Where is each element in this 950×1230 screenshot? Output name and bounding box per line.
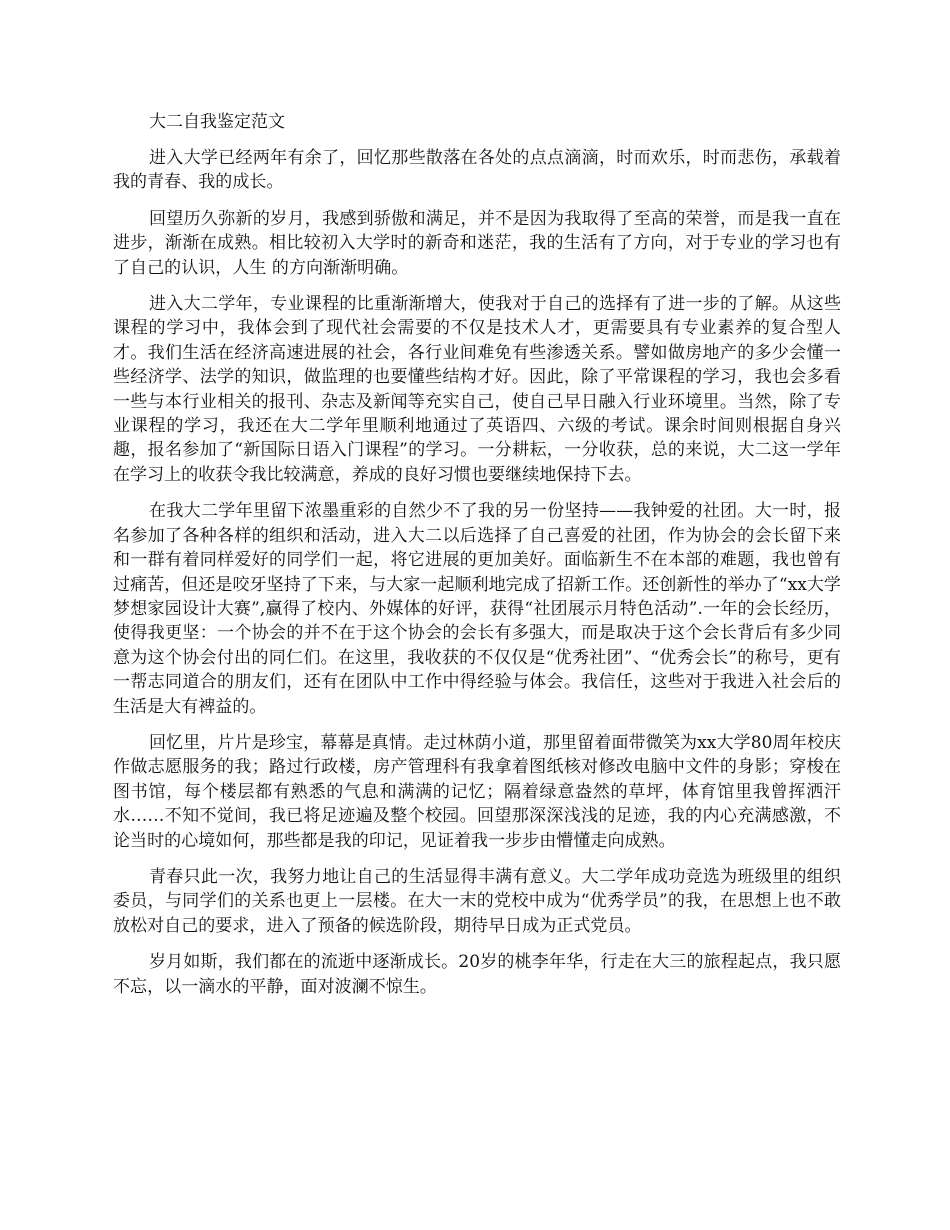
paragraph-7: 岁月如斯，我们都在的流逝中逐渐成长。20岁的桃李年华，行走在大三的旅程起点，我只愿不忘，以一滴水的平静，面对波澜不惊生。 xyxy=(113,952,841,997)
document-title: 大二自我鉴定范文 xyxy=(149,112,285,132)
paragraph-1: 进入大学已经两年有余了，回忆那些散落在各处的点点滴滴，时而欢乐，时而悲伤，承载着我的青春、我的成长。 xyxy=(113,148,841,193)
paragraph-6: 青春只此一次，我努力地让自己的生活显得丰满有意义。大二学年成功竞选为班级里的组织委员，与同学们的关系也更上一层楼。在大一末的党校中成为“优秀学员”的我，在思想上也不敢放松对自己的要求，进入了预备的候选阶段，期待早日成为正式党员。 xyxy=(113,866,841,936)
paragraph-4: 在我大二学年里留下浓墨重彩的自然少不了我的另一份坚持——我钟爱的社团。大一时，报名参加了各种各样的组织和活动，进入大二以后选择了自己喜爱的社团，作为协会的会长留下来和一群有着同样爱好的同学们一起，将它进展的更加美好。面临新生不在本部的难题，我也曾有过痛苦，但还是咬牙坚持了下来，与大家一起顺利地完成了招新工作。还创新性的举办了“xx大学梦想家园设计大赛”,赢得了校内、外媒体的好评，获得“社团展示月特色活动”.一年的会长经历，使得我更坚：一个协会的并不在于这个协会的会长有多强大，而是取决于这个会长背后有多少同意为这个协会付出的同仁们。在这里，我收获的不仅仅是“优秀社团”、“优秀会长”的称号，更有一帮志同道合的朋友们，还有在团队中工作中得经验与体会。我信任，这些对于我进入社会后的生活是大有裨益的。 xyxy=(113,501,841,717)
paragraph-5: 回忆里，片片是珍宝，幕幕是真情。走过林荫小道，那里留着面带微笑为xx大学80周年校庆作做志愿服务的我；路过行政楼，房产管理科有我拿着图纸核对修改电脑中文件的身影；穿梭在图书馆，每个楼层都有熟悉的气息和满满的记忆；隔着绿意盎然的草坪，体育馆里我曾挥洒汗水……不知不觉间，我已将足迹遍及整个校园。回望那深深浅浅的足迹，我的内心充满感激，不论当时的心境如何，那些都是我的印记，见证着我一步步由懵懂走向成熟。 xyxy=(113,732,841,851)
paragraph-2: 回望历久弥新的岁月，我感到骄傲和满足，并不是因为我取得了至高的荣誉，而是我一直在进步，渐渐在成熟。相比较初入大学时的新奇和迷茫，我的生活有了方向，对于专业的学习也有了自己的认识，人生 的方向渐渐明确。 xyxy=(113,208,841,278)
paragraph-3: 进入大二学年，专业课程的比重渐渐增大，使我对于自己的选择有了进一步的了解。从这些课程的学习中，我体会到了现代社会需要的不仅是技术人才，更需要具有专业素养的复合型人才。我们生活在经济高速进展的社会，各行业间难免有些渗透关系。譬如做房地产的多少会懂一些经济学、法学的知识，做监理的也要懂些结构才好。因此，除了平常课程的学习，我也会多看一些与本行业相关的报刊、杂志及新闻等充实自己，使自己早日融入行业环境里。当然，除了专业课程的学习，我还在大二学年里顺利地通过了英语四、六级的考试。课余时间则根据自身兴趣，报名参加了“新国际日语入门课程”的学习。一分耕耘，一分收获，总的来说，大二这一学年在学习上的收获令我比较满意，养成的良好习惯也要继续地保持下去。 xyxy=(113,294,841,485)
document-page xyxy=(113,110,841,1011)
